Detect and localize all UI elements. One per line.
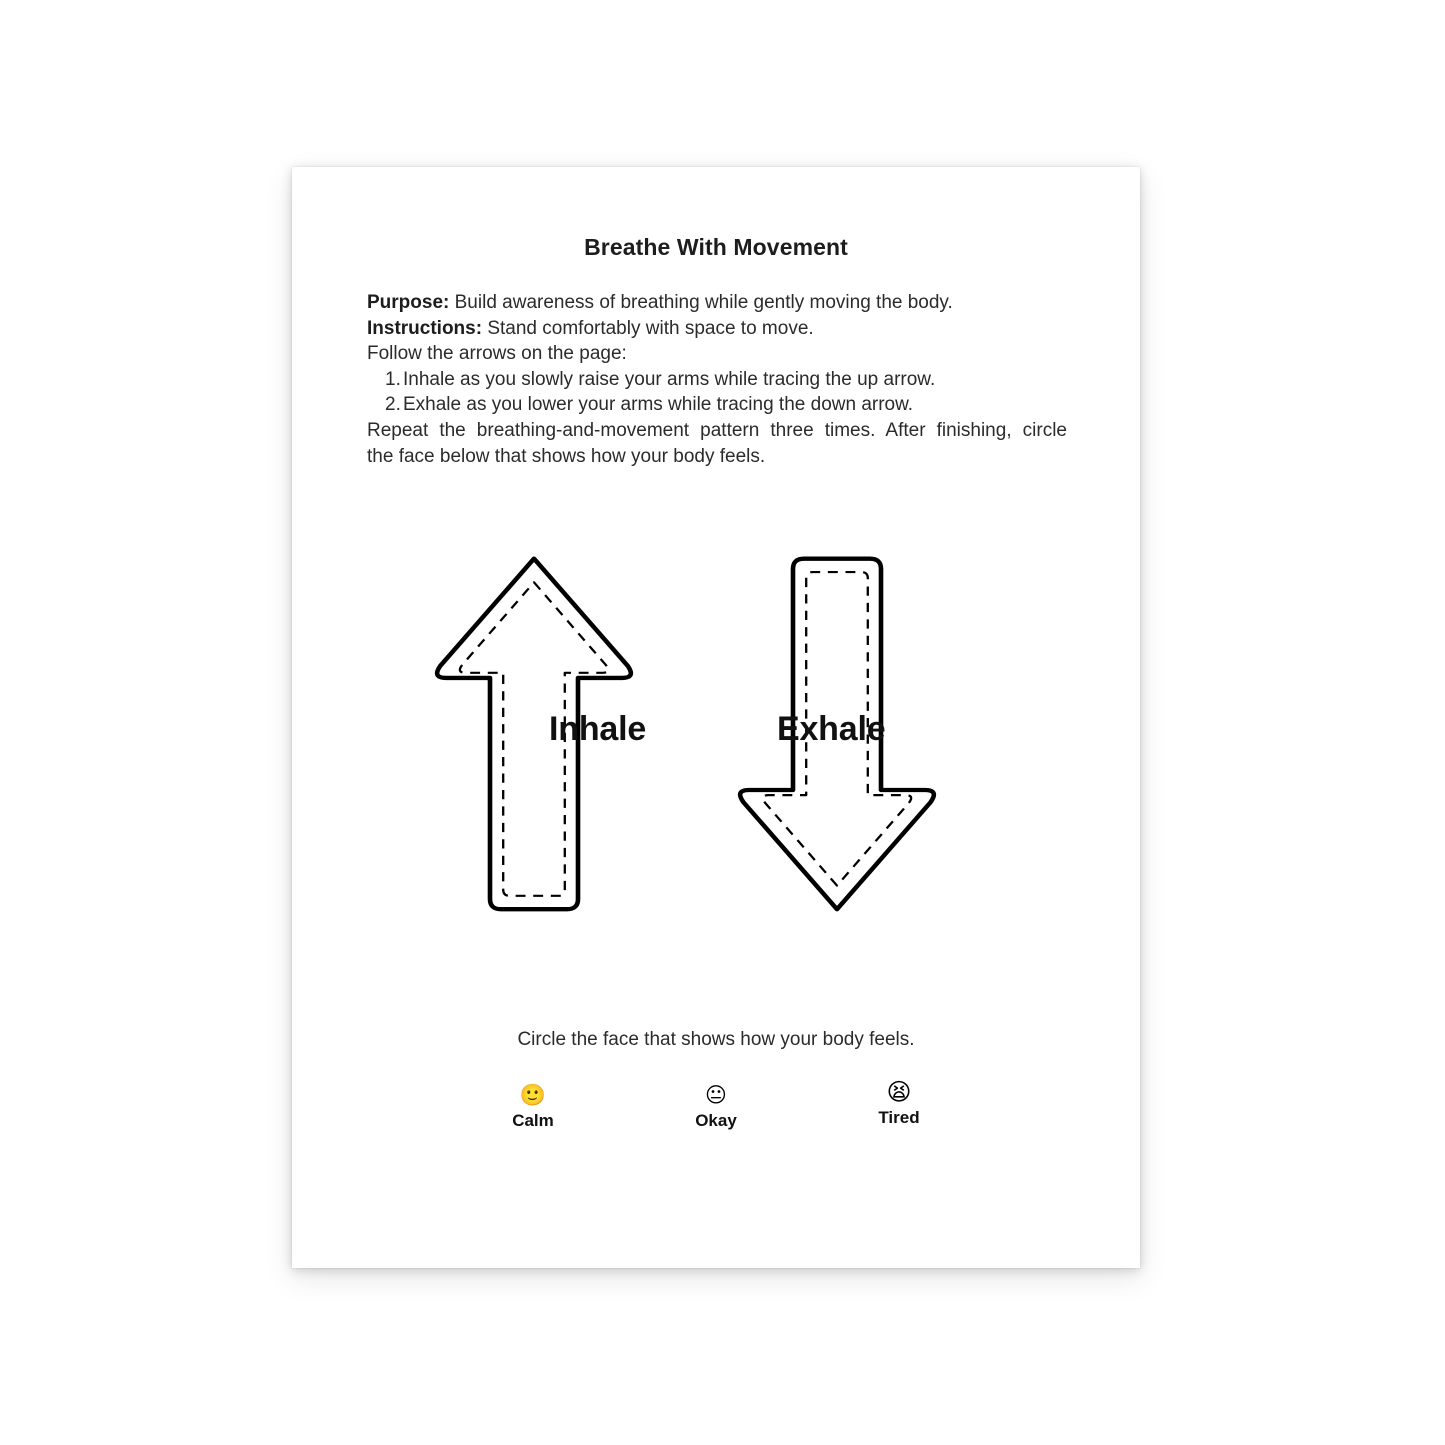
feeling-label-okay: Okay	[695, 1111, 737, 1130]
purpose-label: Purpose:	[367, 292, 450, 313]
feeling-option-calm[interactable]	[463, 1085, 603, 1131]
feelings-prompt: Circle the face that shows how your body feels.	[517, 1029, 915, 1050]
instructions-line	[367, 316, 1067, 342]
step-marker: 2.	[385, 394, 401, 415]
steps-list	[367, 367, 1067, 418]
feeling-label-calm: Calm	[512, 1111, 554, 1130]
purpose-text: Build awareness of breathing while gently moving the body.	[449, 292, 953, 313]
instructions-text: Stand comfortably with space to move.	[482, 317, 814, 339]
closing-paragraph	[367, 418, 1067, 470]
closing-line-1: Repeat the breathing-and-movement pattern three times. After finishing, circle	[367, 419, 1067, 441]
step-marker: 1.	[385, 368, 401, 390]
arrows-illustration	[292, 547, 1140, 947]
up-arrow-label: Inhale	[549, 710, 647, 748]
follow-arrows-line: Follow the arrows on the page:	[367, 343, 627, 364]
slightly-smiling-face-icon: 🙂	[519, 1083, 547, 1107]
down-arrow-label: Exhale	[777, 710, 886, 748]
feelings-options-row	[292, 1077, 1140, 1157]
step-text: Inhale as you slowly raise your arms while tracing the up arrow.	[403, 368, 936, 390]
page-title: Breathe With Movement	[584, 234, 848, 260]
tracing-arrows-area	[292, 547, 1140, 947]
neutral-face-icon: 😐	[705, 1083, 727, 1107]
worksheet-page	[292, 167, 1140, 1268]
closing-line-2: the face below that shows how your body feels.	[367, 445, 766, 467]
list-item	[367, 392, 1067, 418]
list-item	[367, 367, 1067, 393]
step-text: Exhale as you lower your arms while tracing the down arrow.	[403, 394, 914, 415]
instructions-block	[367, 290, 1067, 470]
tired-face-icon: 😫	[886, 1078, 912, 1106]
purpose-line	[367, 290, 1067, 316]
feeling-label-tired: Tired	[878, 1108, 920, 1127]
feeling-option-tired[interactable]	[829, 1080, 969, 1128]
feeling-option-okay[interactable]	[646, 1085, 786, 1131]
instructions-label: Instructions:	[367, 317, 483, 339]
